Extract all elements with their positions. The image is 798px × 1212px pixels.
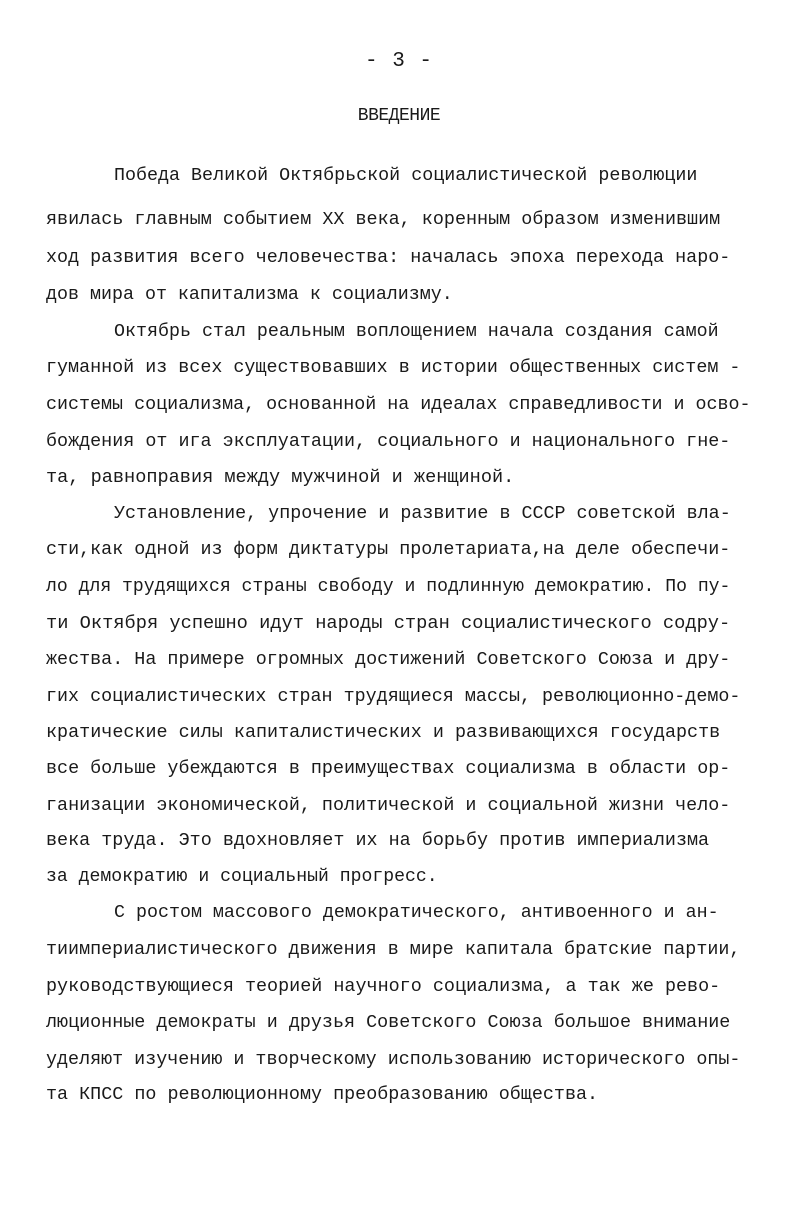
text-line: люционные демократы и друзья Советского Союза большое внимание — [46, 1012, 731, 1033]
text-line: кратические силы капиталистических и развивающихся государств — [46, 722, 721, 743]
page-title: ВВЕДЕНИЕ — [357, 106, 441, 126]
text-line: ти Октября успешно идут народы стран социалистического содру- — [46, 613, 731, 634]
text-line: гуманной из всех существовавших в истории общественных систем - — [46, 357, 741, 378]
text-line: тиимпериалистического движения в мире капитала братские партии, — [46, 939, 741, 960]
text-line: бождения от ига эксплуатации, социального и национального гне- — [46, 431, 731, 452]
text-line: Установление, упрочение и развитие в СССР советской вла- — [114, 503, 731, 524]
text-line: ход развития всего человечества: началась эпоха перехода наро- — [46, 247, 731, 268]
text-line: все больше убеждаются в преимуществах социализма в области ор- — [46, 758, 731, 779]
text-line: гих социалистических стран трудящиеся массы, революционно-демо- — [46, 686, 741, 707]
text-line: уделяют изучению и творческому использованию исторического опы- — [46, 1049, 741, 1070]
text-line: ганизации экономической, политической и социальной жизни чело- — [46, 795, 731, 816]
text-line: жества. На примере огромных достижений Советского Союза и дру- — [46, 649, 731, 670]
text-line: системы социализма, основанной на идеалах справедливости и осво- — [46, 394, 751, 415]
text-line: Победа Великой Октябрьской социалистической революции — [114, 165, 698, 186]
text-line: та, равноправия между мужчиной и женщиной. — [46, 467, 515, 488]
text-line: за демократию и социальный прогресс. — [46, 866, 438, 887]
text-line: сти,как одной из форм диктатуры пролетариата,на деле обеспечи- — [46, 539, 731, 560]
page-number: - 3 - — [364, 50, 433, 73]
text-line: С ростом массового демократического, антивоенного и ан- — [114, 902, 719, 923]
text-line: явилась главным событием XX века, коренным образом изменившим — [46, 209, 721, 230]
text-line: ло для трудящихся страны свободу и подлинную демократию. По пу- — [46, 576, 731, 597]
text-line: века труда. Это вдохновляет их на борьбу против империализма — [46, 830, 710, 851]
text-line: та КПСС по революционному преобразованию общества. — [46, 1084, 599, 1105]
text-line: Октябрь стал реальным воплощением начала создания самой — [114, 321, 719, 342]
text-line: руководствующиеся теорией научного социализма, а так же рево- — [46, 976, 721, 997]
text-line: дов мира от капитализма к социализму. — [46, 284, 453, 305]
